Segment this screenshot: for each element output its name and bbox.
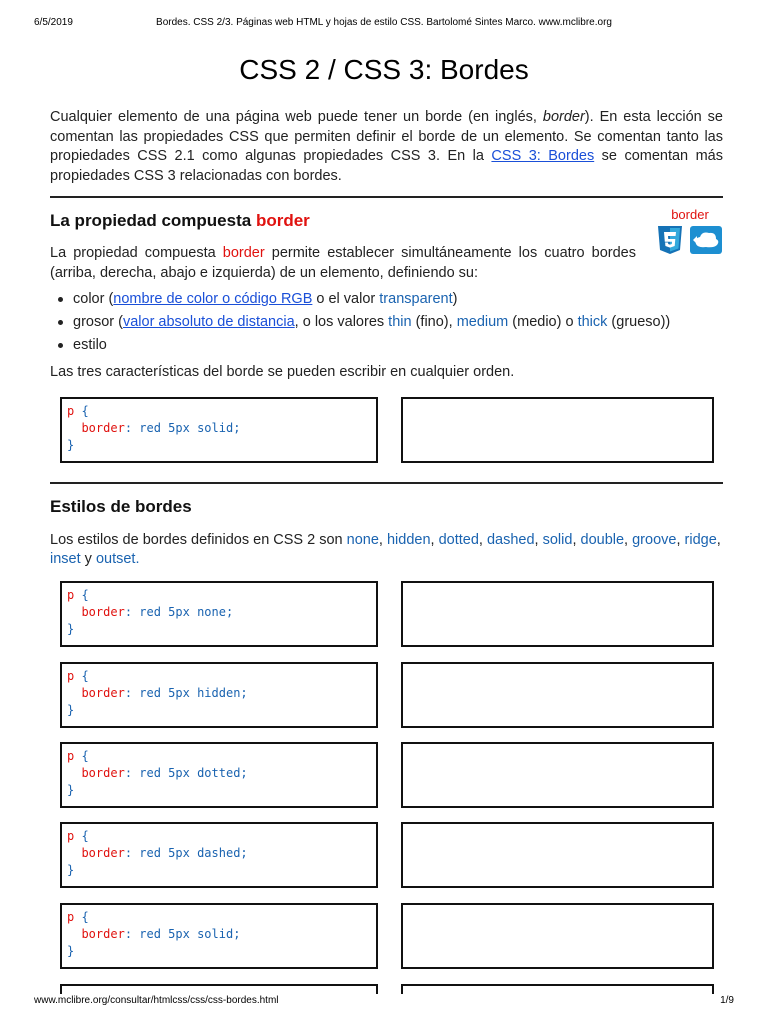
desc-text-2: permite establecer simultáneamente los cuatro bordes (arriba, derecha, abajo e izquierda) de un elemento, definiendo su:: [50, 245, 636, 281]
period: .: [135, 551, 140, 567]
example-output-box: [401, 397, 714, 463]
sep: ,: [676, 532, 685, 548]
code-example: p { border: red 5px solid; }: [60, 397, 378, 463]
grosor-text-e: (grueso)): [607, 314, 671, 330]
sep: ,: [378, 532, 387, 548]
badge-label: border: [671, 207, 709, 222]
code-open-brace: {: [81, 588, 89, 602]
code-example-dashed: p { border: red 5px dashed; }: [60, 822, 378, 888]
list-item-grosor: [50, 312, 670, 335]
heading-prefix: La propiedad compuesta: [50, 211, 256, 230]
sep: ,: [572, 532, 581, 548]
code-property: border: [81, 927, 125, 941]
style-keyword: outset: [95, 551, 136, 567]
style-keyword: groove: [632, 532, 677, 548]
code-property: border: [81, 421, 125, 435]
code-value: red 5px none;: [139, 605, 234, 619]
sep: y: [80, 551, 96, 567]
css-cloud-icon: [690, 226, 722, 254]
estilo-text: estilo: [73, 337, 107, 353]
css-version-icons: [656, 224, 724, 256]
distance-values-link[interactable]: valor absoluto de distancia: [122, 314, 295, 330]
code-open-brace: {: [81, 749, 89, 763]
desc-keyword: border: [222, 245, 265, 261]
grosor-text-d: (medio) o: [508, 314, 578, 330]
sep: ,: [716, 532, 721, 548]
color-text-c: ): [452, 291, 458, 307]
color-text-a: color (: [73, 291, 114, 307]
code-selector: p: [67, 669, 75, 683]
print-date: 6/5/2019: [34, 17, 73, 28]
grosor-text-b: , o los valores: [294, 314, 389, 330]
code-selector: p: [67, 404, 75, 418]
style-keyword: solid: [542, 532, 573, 548]
sep: ,: [478, 532, 487, 548]
code-example-hidden: p { border: red 5px hidden; }: [60, 662, 378, 728]
border-property-badge: [655, 207, 725, 261]
style-keyword: ridge: [684, 532, 717, 548]
style-keyword: dashed: [486, 532, 535, 548]
thin-keyword: thin: [388, 314, 412, 330]
example-output-box: [401, 903, 714, 969]
section-heading-estilos: Estilos de bordes: [50, 497, 192, 516]
code-property: border: [81, 686, 125, 700]
code-close-brace: }: [67, 783, 75, 797]
sep: ,: [430, 532, 439, 548]
example-output-box: [401, 581, 714, 647]
code-selector: p: [67, 829, 75, 843]
section-heading-border: [50, 211, 310, 231]
intro-text-3: se comentan más propiedades CSS 3 relacionadas con bordes.: [50, 148, 723, 184]
css3-bordes-link[interactable]: CSS 3: Bordes: [491, 148, 595, 164]
code-example-solid: p { border: red 5px solid; }: [60, 903, 378, 969]
grosor-text-c: (fino),: [411, 314, 457, 330]
example-output-box: [401, 662, 714, 728]
code-selector: p: [67, 588, 75, 602]
list-item-estilo: [50, 335, 670, 358]
color-values-link[interactable]: nombre de color o código RGB: [113, 291, 313, 307]
code-property: border: [81, 766, 125, 780]
styles-intro: [50, 531, 723, 569]
code-property: border: [81, 605, 125, 619]
code-open-brace: {: [81, 669, 89, 683]
example-output-box-partial: [401, 984, 714, 994]
code-property: border: [81, 846, 125, 860]
css3-icon: [658, 226, 682, 254]
badge-icons: [655, 224, 725, 261]
code-close-brace: }: [67, 944, 75, 958]
list-item-color: [50, 289, 670, 312]
code-value: red 5px solid;: [139, 927, 241, 941]
intro-text-2: ). En esta lección se comentan las propiedades CSS que permiten definir el borde de un elemento. Se comentan tanto las propiedades CSS 2.1 como algunas propiedades CSS 3. En la: [50, 109, 723, 164]
code-selector: p: [67, 910, 75, 924]
style-keyword: hidden: [386, 532, 431, 548]
example-output-box: [401, 742, 714, 808]
code-example-partial: [60, 984, 378, 994]
code-close-brace: }: [67, 622, 75, 636]
code-value: red 5px dotted;: [139, 766, 248, 780]
heading-keyword: border: [255, 211, 310, 230]
border-description: [50, 244, 636, 283]
example-output-box: [401, 822, 714, 888]
divider: [50, 196, 723, 198]
sep: ,: [534, 532, 543, 548]
divider: [50, 482, 723, 484]
code-example-dotted: p { border: red 5px dotted; }: [60, 742, 378, 808]
grosor-text-a: grosor (: [73, 314, 123, 330]
transparent-keyword: transparent: [379, 291, 453, 307]
style-keyword: dotted: [438, 532, 479, 548]
color-text-b: o el valor: [312, 291, 380, 307]
code-open-brace: {: [81, 404, 89, 418]
style-keyword: double: [580, 532, 625, 548]
order-note: Las tres características del borde se pueden escribir en cualquier orden.: [50, 364, 515, 380]
style-keyword: none: [346, 532, 379, 548]
code-selector: p: [67, 749, 75, 763]
medium-keyword: medium: [456, 314, 509, 330]
print-title: Bordes. CSS 2/3. Páginas web HTML y hojas de estilo CSS. Bartolomé Sintes Marco. www.mclibre.org: [156, 17, 612, 28]
code-value: red 5px hidden;: [139, 686, 248, 700]
page-number: 1/9: [720, 995, 734, 1006]
code-example-none: p { border: red 5px none; }: [60, 581, 378, 647]
footer-url: www.mclibre.org/consultar/htmlcss/css/css-bordes.html: [34, 995, 279, 1006]
desc-text-1: La propiedad compuesta: [50, 245, 223, 261]
intro-em: border: [542, 109, 585, 125]
border-components-list: [50, 289, 670, 358]
style-keyword: inset: [50, 551, 81, 567]
thick-keyword: thick: [577, 314, 608, 330]
code-value: red 5px dashed;: [139, 846, 248, 860]
intro-paragraph: [50, 108, 723, 186]
page-title: CSS 2 / CSS 3: Bordes: [239, 54, 529, 85]
code-open-brace: {: [81, 910, 89, 924]
code-close-brace: }: [67, 863, 75, 877]
code-value: red 5px solid;: [139, 421, 241, 435]
code-open-brace: {: [81, 829, 89, 843]
code-close-brace: }: [67, 703, 75, 717]
intro-text-1: Cualquier elemento de una página web puede tener un borde (en inglés,: [50, 109, 543, 125]
styles-intro-text: Los estilos de bordes definidos en CSS 2 son: [50, 532, 347, 548]
code-close-brace: }: [67, 438, 75, 452]
sep: ,: [624, 532, 633, 548]
